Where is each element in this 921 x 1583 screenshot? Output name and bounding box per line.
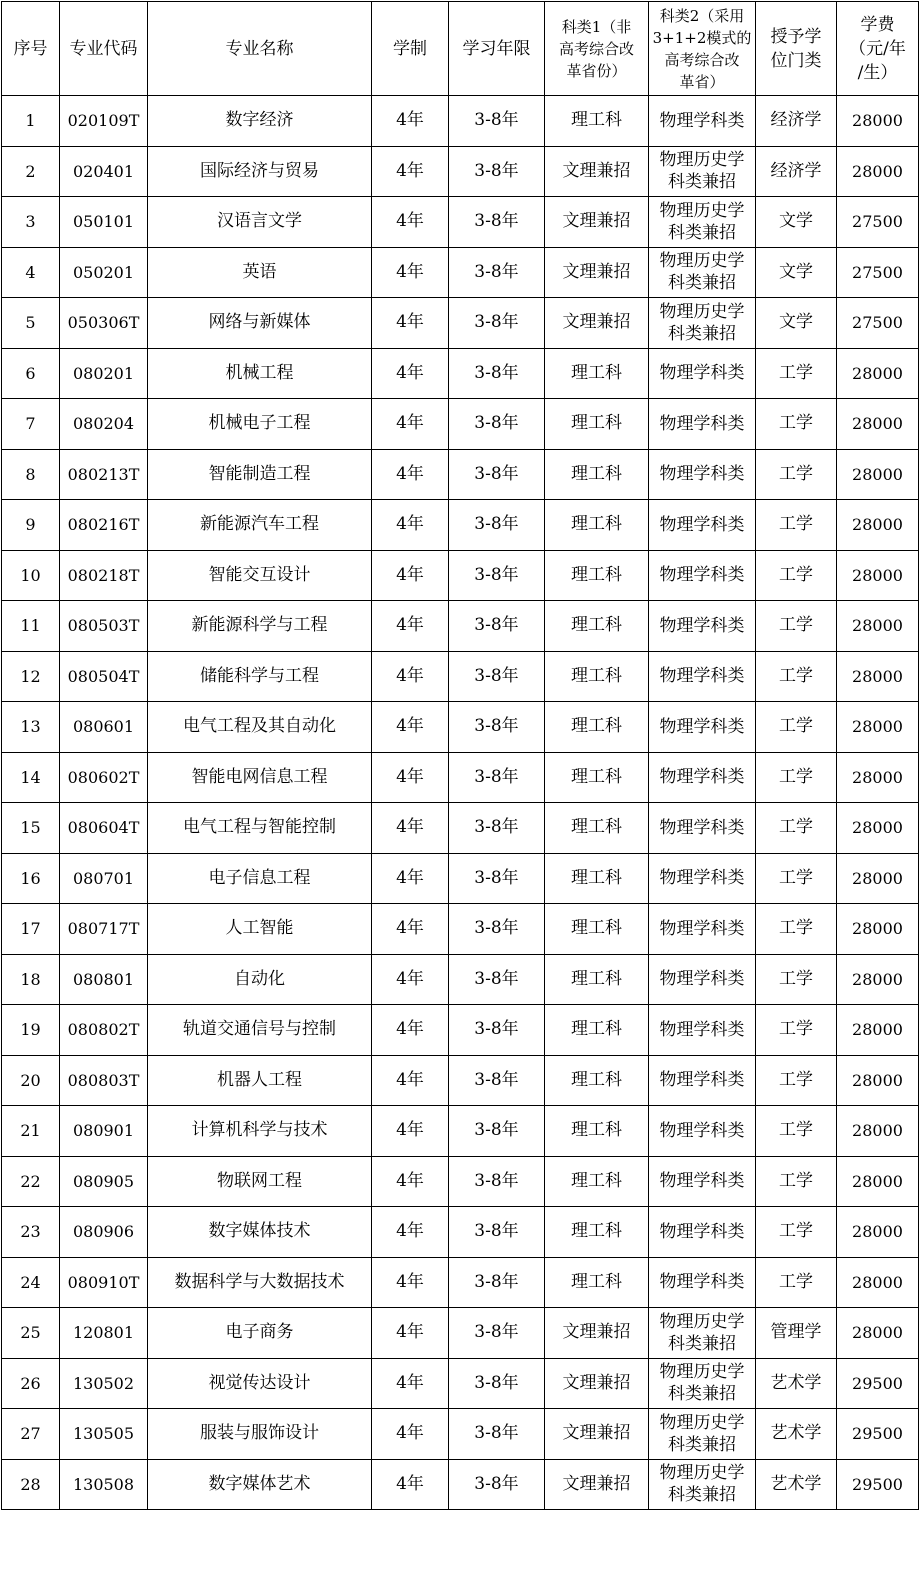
major-code-cell: 080905 <box>60 1156 148 1207</box>
duration-cell: 4年 <box>372 904 449 955</box>
major-name-cell: 视觉传达设计 <box>148 1358 372 1409</box>
table-row <box>2 1409 919 1460</box>
seq-cell: 26 <box>2 1358 60 1409</box>
degree-field-cell: 工学 <box>756 449 837 500</box>
category-1-cell: 理工科 <box>545 601 649 652</box>
header-seq: 序号 <box>2 2 60 96</box>
seq-cell: 3 <box>2 197 60 248</box>
category-2-cell: 物理学科类 <box>649 500 756 551</box>
table-row <box>2 247 919 298</box>
major-code-cell: 080803T <box>60 1055 148 1106</box>
seq-cell: 14 <box>2 752 60 803</box>
category-2-cell: 物理历史学 科类兼招 <box>649 1358 756 1409</box>
study-years-cell: 3-8年 <box>449 853 545 904</box>
major-code-cell: 130502 <box>60 1358 148 1409</box>
tuition-cell: 28000 <box>837 1005 919 1056</box>
category-2-cell: 物理历史学 科类兼招 <box>649 1308 756 1359</box>
degree-field-cell: 工学 <box>756 399 837 450</box>
study-years-cell: 3-8年 <box>449 197 545 248</box>
category-2-cell: 物理学科类 <box>649 1207 756 1258</box>
table-row <box>2 348 919 399</box>
table-row <box>2 1207 919 1258</box>
study-years-cell: 3-8年 <box>449 702 545 753</box>
degree-field-cell: 工学 <box>756 550 837 601</box>
tuition-cell: 28000 <box>837 449 919 500</box>
duration-cell: 4年 <box>372 1005 449 1056</box>
major-code-cell: 080602T <box>60 752 148 803</box>
category-1-cell: 理工科 <box>545 1257 649 1308</box>
major-code-cell: 080717T <box>60 904 148 955</box>
degree-field-cell: 工学 <box>756 1156 837 1207</box>
study-years-cell: 3-8年 <box>449 752 545 803</box>
study-years-cell: 3-8年 <box>449 1358 545 1409</box>
tuition-cell: 27500 <box>837 298 919 349</box>
major-name-cell: 计算机科学与技术 <box>148 1106 372 1157</box>
tuition-cell: 28000 <box>837 96 919 147</box>
major-code-cell: 080503T <box>60 601 148 652</box>
category-2-cell: 物理学科类 <box>649 1156 756 1207</box>
major-name-cell: 机械工程 <box>148 348 372 399</box>
category-2-cell: 物理学科类 <box>649 702 756 753</box>
tuition-cell: 28000 <box>837 1207 919 1258</box>
major-name-cell: 网络与新媒体 <box>148 298 372 349</box>
category-2-cell: 物理学科类 <box>649 399 756 450</box>
major-name-cell: 机械电子工程 <box>148 399 372 450</box>
category-2-cell: 物理历史学 科类兼招 <box>649 298 756 349</box>
duration-cell: 4年 <box>372 1358 449 1409</box>
duration-cell: 4年 <box>372 146 449 197</box>
category-1-cell: 文理兼招 <box>545 1358 649 1409</box>
degree-field-cell: 工学 <box>756 601 837 652</box>
category-1-cell: 理工科 <box>545 1156 649 1207</box>
study-years-cell: 3-8年 <box>449 1156 545 1207</box>
category-2-cell: 物理历史学 科类兼招 <box>649 146 756 197</box>
degree-field-cell: 工学 <box>756 904 837 955</box>
table-row <box>2 954 919 1005</box>
category-1-cell: 文理兼招 <box>545 247 649 298</box>
tuition-cell: 28000 <box>837 1055 919 1106</box>
study-years-cell: 3-8年 <box>449 1207 545 1258</box>
table-row <box>2 853 919 904</box>
seq-cell: 23 <box>2 1207 60 1258</box>
seq-cell: 18 <box>2 954 60 1005</box>
study-years-cell: 3-8年 <box>449 247 545 298</box>
tuition-cell: 28000 <box>837 853 919 904</box>
seq-cell: 25 <box>2 1308 60 1359</box>
category-2-cell: 物理学科类 <box>649 954 756 1005</box>
major-name-cell: 机器人工程 <box>148 1055 372 1106</box>
major-name-cell: 储能科学与工程 <box>148 651 372 702</box>
category-1-cell: 理工科 <box>545 853 649 904</box>
category-1-cell: 文理兼招 <box>545 298 649 349</box>
degree-field-cell: 经济学 <box>756 96 837 147</box>
category-1-cell: 理工科 <box>545 348 649 399</box>
major-code-cell: 080906 <box>60 1207 148 1258</box>
category-1-cell: 文理兼招 <box>545 1409 649 1460</box>
study-years-cell: 3-8年 <box>449 1459 545 1510</box>
tuition-cell: 28000 <box>837 651 919 702</box>
table-row <box>2 298 919 349</box>
degree-field-cell: 艺术学 <box>756 1459 837 1510</box>
tuition-cell: 28000 <box>837 904 919 955</box>
tuition-cell: 29500 <box>837 1459 919 1510</box>
category-1-cell: 理工科 <box>545 954 649 1005</box>
major-code-cell: 080504T <box>60 651 148 702</box>
table-row <box>2 1106 919 1157</box>
study-years-cell: 3-8年 <box>449 1257 545 1308</box>
seq-cell: 22 <box>2 1156 60 1207</box>
category-2-cell: 物理历史学 科类兼招 <box>649 197 756 248</box>
duration-cell: 4年 <box>372 96 449 147</box>
seq-cell: 28 <box>2 1459 60 1510</box>
category-1-cell: 文理兼招 <box>545 197 649 248</box>
tuition-cell: 27500 <box>837 247 919 298</box>
duration-cell: 4年 <box>372 1207 449 1258</box>
duration-cell: 4年 <box>372 853 449 904</box>
major-code-cell: 080901 <box>60 1106 148 1157</box>
category-2-cell: 物理学科类 <box>649 752 756 803</box>
study-years-cell: 3-8年 <box>449 1005 545 1056</box>
seq-cell: 21 <box>2 1106 60 1157</box>
seq-cell: 7 <box>2 399 60 450</box>
study-years-cell: 3-8年 <box>449 651 545 702</box>
major-name-cell: 英语 <box>148 247 372 298</box>
category-1-cell: 理工科 <box>545 1207 649 1258</box>
duration-cell: 4年 <box>372 1459 449 1510</box>
major-name-cell: 新能源汽车工程 <box>148 500 372 551</box>
category-2-cell: 物理学科类 <box>649 1106 756 1157</box>
duration-cell: 4年 <box>372 1409 449 1460</box>
duration-cell: 4年 <box>372 247 449 298</box>
table-row <box>2 96 919 147</box>
duration-cell: 4年 <box>372 298 449 349</box>
study-years-cell: 3-8年 <box>449 1409 545 1460</box>
duration-cell: 4年 <box>372 550 449 601</box>
category-1-cell: 理工科 <box>545 96 649 147</box>
major-name-cell: 新能源科学与工程 <box>148 601 372 652</box>
category-2-cell: 物理学科类 <box>649 853 756 904</box>
table-body <box>2 96 919 1510</box>
category-1-cell: 文理兼招 <box>545 1459 649 1510</box>
header-row <box>2 2 919 96</box>
header-major-code: 专业代码 <box>60 2 148 96</box>
tuition-cell: 29500 <box>837 1358 919 1409</box>
duration-cell: 4年 <box>372 348 449 399</box>
major-code-cell: 080802T <box>60 1005 148 1056</box>
degree-field-cell: 文学 <box>756 247 837 298</box>
category-2-cell: 物理学科类 <box>649 550 756 601</box>
major-name-cell: 电气工程及其自动化 <box>148 702 372 753</box>
major-name-cell: 数字媒体技术 <box>148 1207 372 1258</box>
study-years-cell: 3-8年 <box>449 1055 545 1106</box>
seq-cell: 2 <box>2 146 60 197</box>
duration-cell: 4年 <box>372 752 449 803</box>
major-code-cell: 080701 <box>60 853 148 904</box>
category-1-cell: 理工科 <box>545 449 649 500</box>
category-2-cell: 物理学科类 <box>649 449 756 500</box>
seq-cell: 9 <box>2 500 60 551</box>
study-years-cell: 3-8年 <box>449 449 545 500</box>
major-name-cell: 服装与服饰设计 <box>148 1409 372 1460</box>
category-2-cell: 物理历史学 科类兼招 <box>649 1459 756 1510</box>
major-name-cell: 轨道交通信号与控制 <box>148 1005 372 1056</box>
seq-cell: 10 <box>2 550 60 601</box>
table-row <box>2 550 919 601</box>
seq-cell: 24 <box>2 1257 60 1308</box>
category-2-cell: 物理学科类 <box>649 601 756 652</box>
majors-table <box>1 1 919 1510</box>
degree-field-cell: 工学 <box>756 803 837 854</box>
major-code-cell: 080801 <box>60 954 148 1005</box>
header-tuition: 学费 （元/年 /生） <box>837 2 919 96</box>
category-1-cell: 理工科 <box>545 1106 649 1157</box>
category-1-cell: 文理兼招 <box>545 146 649 197</box>
major-code-cell: 080910T <box>60 1257 148 1308</box>
table-row <box>2 1257 919 1308</box>
table-row <box>2 803 919 854</box>
table-row <box>2 449 919 500</box>
tuition-cell: 28000 <box>837 399 919 450</box>
degree-field-cell: 文学 <box>756 298 837 349</box>
table-row <box>2 1055 919 1106</box>
major-name-cell: 国际经济与贸易 <box>148 146 372 197</box>
table-row <box>2 1459 919 1510</box>
duration-cell: 4年 <box>372 1156 449 1207</box>
study-years-cell: 3-8年 <box>449 399 545 450</box>
degree-field-cell: 艺术学 <box>756 1409 837 1460</box>
header-degree-field: 授予学 位门类 <box>756 2 837 96</box>
degree-field-cell: 工学 <box>756 954 837 1005</box>
major-name-cell: 智能交互设计 <box>148 550 372 601</box>
seq-cell: 17 <box>2 904 60 955</box>
major-code-cell: 020109T <box>60 96 148 147</box>
table-row <box>2 1005 919 1056</box>
category-1-cell: 理工科 <box>545 702 649 753</box>
major-code-cell: 080204 <box>60 399 148 450</box>
duration-cell: 4年 <box>372 1106 449 1157</box>
category-2-cell: 物理学科类 <box>649 904 756 955</box>
duration-cell: 4年 <box>372 449 449 500</box>
duration-cell: 4年 <box>372 500 449 551</box>
seq-cell: 8 <box>2 449 60 500</box>
major-name-cell: 智能电网信息工程 <box>148 752 372 803</box>
tuition-cell: 28000 <box>837 1308 919 1359</box>
major-name-cell: 汉语言文学 <box>148 197 372 248</box>
tuition-cell: 27500 <box>837 197 919 248</box>
major-code-cell: 050201 <box>60 247 148 298</box>
seq-cell: 1 <box>2 96 60 147</box>
major-name-cell: 电气工程与智能控制 <box>148 803 372 854</box>
header-major-name: 专业名称 <box>148 2 372 96</box>
category-1-cell: 文理兼招 <box>545 1308 649 1359</box>
degree-field-cell: 管理学 <box>756 1308 837 1359</box>
tuition-cell: 28000 <box>837 752 919 803</box>
category-1-cell: 理工科 <box>545 904 649 955</box>
table-row <box>2 399 919 450</box>
study-years-cell: 3-8年 <box>449 1106 545 1157</box>
major-name-cell: 物联网工程 <box>148 1156 372 1207</box>
major-name-cell: 数字经济 <box>148 96 372 147</box>
major-code-cell: 020401 <box>60 146 148 197</box>
tuition-cell: 28000 <box>837 1257 919 1308</box>
table-header <box>2 2 919 96</box>
degree-field-cell: 艺术学 <box>756 1358 837 1409</box>
category-1-cell: 理工科 <box>545 1005 649 1056</box>
major-code-cell: 080601 <box>60 702 148 753</box>
major-code-cell: 080216T <box>60 500 148 551</box>
tuition-cell: 29500 <box>837 1409 919 1460</box>
duration-cell: 4年 <box>372 1308 449 1359</box>
degree-field-cell: 工学 <box>756 500 837 551</box>
table-row <box>2 752 919 803</box>
seq-cell: 5 <box>2 298 60 349</box>
category-2-cell: 物理学科类 <box>649 1055 756 1106</box>
major-name-cell: 自动化 <box>148 954 372 1005</box>
table-row <box>2 1308 919 1359</box>
table-row <box>2 904 919 955</box>
major-name-cell: 智能制造工程 <box>148 449 372 500</box>
degree-field-cell: 工学 <box>756 1257 837 1308</box>
category-2-cell: 物理历史学 科类兼招 <box>649 1409 756 1460</box>
study-years-cell: 3-8年 <box>449 803 545 854</box>
duration-cell: 4年 <box>372 197 449 248</box>
major-code-cell: 080213T <box>60 449 148 500</box>
category-2-cell: 物理学科类 <box>649 651 756 702</box>
table-row <box>2 651 919 702</box>
study-years-cell: 3-8年 <box>449 146 545 197</box>
table-row <box>2 702 919 753</box>
category-1-cell: 理工科 <box>545 1055 649 1106</box>
tuition-cell: 28000 <box>837 601 919 652</box>
degree-field-cell: 经济学 <box>756 146 837 197</box>
seq-cell: 6 <box>2 348 60 399</box>
table-row <box>2 197 919 248</box>
header-duration: 学制 <box>372 2 449 96</box>
degree-field-cell: 工学 <box>756 752 837 803</box>
table-row <box>2 1358 919 1409</box>
tuition-cell: 28000 <box>837 702 919 753</box>
category-1-cell: 理工科 <box>545 752 649 803</box>
category-2-cell: 物理历史学 科类兼招 <box>649 247 756 298</box>
category-1-cell: 理工科 <box>545 500 649 551</box>
duration-cell: 4年 <box>372 1055 449 1106</box>
category-2-cell: 物理学科类 <box>649 1257 756 1308</box>
major-name-cell: 数字媒体艺术 <box>148 1459 372 1510</box>
degree-field-cell: 工学 <box>756 1207 837 1258</box>
major-name-cell: 电子商务 <box>148 1308 372 1359</box>
header-study-years: 学习年限 <box>449 2 545 96</box>
tuition-cell: 28000 <box>837 146 919 197</box>
study-years-cell: 3-8年 <box>449 348 545 399</box>
major-code-cell: 050101 <box>60 197 148 248</box>
study-years-cell: 3-8年 <box>449 500 545 551</box>
degree-field-cell: 文学 <box>756 197 837 248</box>
duration-cell: 4年 <box>372 702 449 753</box>
seq-cell: 16 <box>2 853 60 904</box>
tuition-cell: 28000 <box>837 1106 919 1157</box>
study-years-cell: 3-8年 <box>449 96 545 147</box>
degree-field-cell: 工学 <box>756 1106 837 1157</box>
duration-cell: 4年 <box>372 803 449 854</box>
tuition-cell: 28000 <box>837 550 919 601</box>
major-code-cell: 130505 <box>60 1409 148 1460</box>
tuition-cell: 28000 <box>837 1156 919 1207</box>
seq-cell: 19 <box>2 1005 60 1056</box>
study-years-cell: 3-8年 <box>449 904 545 955</box>
seq-cell: 20 <box>2 1055 60 1106</box>
seq-cell: 11 <box>2 601 60 652</box>
tuition-cell: 28000 <box>837 954 919 1005</box>
table-row <box>2 601 919 652</box>
degree-field-cell: 工学 <box>756 1005 837 1056</box>
header-category-1: 科类1（非 高考综合改 革省份） <box>545 2 649 96</box>
category-2-cell: 物理学科类 <box>649 96 756 147</box>
duration-cell: 4年 <box>372 399 449 450</box>
major-code-cell: 080218T <box>60 550 148 601</box>
seq-cell: 27 <box>2 1409 60 1460</box>
study-years-cell: 3-8年 <box>449 601 545 652</box>
table-row <box>2 1156 919 1207</box>
major-code-cell: 080604T <box>60 803 148 854</box>
duration-cell: 4年 <box>372 601 449 652</box>
seq-cell: 15 <box>2 803 60 854</box>
degree-field-cell: 工学 <box>756 651 837 702</box>
degree-field-cell: 工学 <box>756 702 837 753</box>
category-1-cell: 理工科 <box>545 550 649 601</box>
major-code-cell: 130508 <box>60 1459 148 1510</box>
tuition-cell: 28000 <box>837 500 919 551</box>
category-2-cell: 物理学科类 <box>649 803 756 854</box>
major-name-cell: 电子信息工程 <box>148 853 372 904</box>
seq-cell: 4 <box>2 247 60 298</box>
category-2-cell: 物理学科类 <box>649 348 756 399</box>
header-category-2: 科类2（采用 3+1+2模式的 高考综合改 革省） <box>649 2 756 96</box>
study-years-cell: 3-8年 <box>449 550 545 601</box>
major-name-cell: 数据科学与大数据技术 <box>148 1257 372 1308</box>
seq-cell: 13 <box>2 702 60 753</box>
duration-cell: 4年 <box>372 954 449 1005</box>
tuition-cell: 28000 <box>837 348 919 399</box>
tuition-cell: 28000 <box>837 803 919 854</box>
category-1-cell: 理工科 <box>545 803 649 854</box>
major-code-cell: 050306T <box>60 298 148 349</box>
category-2-cell: 物理学科类 <box>649 1005 756 1056</box>
major-code-cell: 080201 <box>60 348 148 399</box>
major-name-cell: 人工智能 <box>148 904 372 955</box>
degree-field-cell: 工学 <box>756 1055 837 1106</box>
category-1-cell: 理工科 <box>545 651 649 702</box>
table-row <box>2 500 919 551</box>
degree-field-cell: 工学 <box>756 853 837 904</box>
category-1-cell: 理工科 <box>545 399 649 450</box>
duration-cell: 4年 <box>372 1257 449 1308</box>
study-years-cell: 3-8年 <box>449 1308 545 1359</box>
study-years-cell: 3-8年 <box>449 298 545 349</box>
duration-cell: 4年 <box>372 651 449 702</box>
major-code-cell: 120801 <box>60 1308 148 1359</box>
degree-field-cell: 工学 <box>756 348 837 399</box>
table-row <box>2 146 919 197</box>
study-years-cell: 3-8年 <box>449 954 545 1005</box>
seq-cell: 12 <box>2 651 60 702</box>
